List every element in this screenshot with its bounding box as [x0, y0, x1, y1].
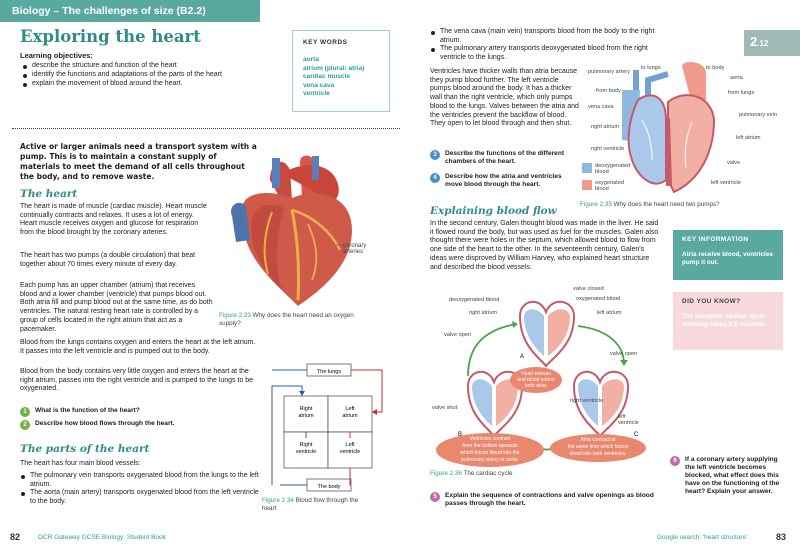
figure-label: Figure 2.34 — [262, 497, 294, 504]
caption-text: Why does the heart need an oxygen supply? — [219, 312, 354, 327]
label-valve-shut: valve shut — [432, 405, 458, 411]
label-ox-blood: oxygenated blood — [576, 296, 621, 302]
intro-text: Active or larger animals need a transport system with a pump. This is to maintain a constant supply of materials to meet the demand of all cells throughout the body, and to remove waste. — [20, 142, 257, 181]
label-deox-blood: deoxygenated blood — [449, 297, 500, 303]
question-text: If a coronary artery supplying the left ventricle becomes blocked, what effect does this have on the functioning of the heart? Explain your answer. — [685, 456, 780, 495]
vessel-list-continued — [430, 28, 662, 63]
svg-text:Heart relaxes: Heart relaxes — [521, 371, 551, 377]
vessel-item: The pulmonary artery transports deoxygenated blood from the right ventricle to the lungs. — [430, 45, 662, 62]
heart-para-5: Blood from the body contains very little oxygen and enters the heart at the right atrium, passes into the right ventricle and is pumped to the lungs to be oxygenated. — [20, 368, 254, 393]
svg-text:Left: Left — [345, 406, 355, 412]
label-right-ventricle: right ventricle — [570, 398, 604, 404]
ventricles-para: Ventricles have thicker walls than atria because they pump blood further. The left ventricle pumps blood around the body. It has a thicker wall than the right ventricle, which only pumps blood to the lungs. Valves between the atria and the ventricles prevent the backflow of blood. They open to let blood through and then shut. — [430, 68, 579, 128]
question-3 — [430, 150, 580, 166]
label-to-body: to body — [706, 65, 725, 71]
svg-text:Right: Right — [299, 442, 313, 448]
page-title: Exploring the heart — [20, 27, 201, 46]
question-text: Describe how the atria and ventricles move blood through the heart. — [445, 173, 562, 188]
book-title: OCR Gateway GCSE Biology: Student Book — [38, 534, 166, 541]
objectives-list — [22, 62, 282, 88]
objectives-heading: Learning objectives: — [20, 51, 93, 60]
label-left-ventricle: left ventricle — [711, 180, 741, 186]
svg-text:ventricle: ventricle — [295, 449, 317, 455]
svg-text:Atria contract at: Atria contract at — [580, 437, 616, 443]
question-4 — [430, 173, 580, 189]
svg-text:and blood enters: and blood enters — [517, 377, 555, 383]
did-you-know-box — [673, 292, 783, 350]
key-word: aorta — [303, 56, 319, 63]
svg-text:B: B — [458, 432, 463, 438]
figure-2-36-caption — [430, 470, 590, 478]
question-5 — [430, 492, 662, 508]
vessel-item: The aorta (main artery) transports oxygenated blood from the left ventricle to the body. — [20, 489, 260, 506]
vessel-list — [20, 472, 260, 507]
question-text: Describe the functions of the different chambers of the heart. — [445, 150, 565, 165]
question-number: 1 — [20, 407, 30, 417]
svg-text:which forces blood into the: which forces blood into the — [460, 450, 520, 456]
svg-text:A: A — [520, 354, 525, 360]
caption-text: Why does the heart need two pumps? — [613, 201, 720, 208]
key-word: ventricle — [303, 90, 330, 97]
divider — [12, 128, 400, 129]
blood-flow-para: In the second century, Galen thought blood was made in the liver. He said it flowed round the body, but was used as fuel for the muscles. Galen also thought there were holes in the septum, which allowed blood to flow from one side of the heart to the other. In the seventeenth century, Galen's ideas were disproved by William Harvey, who explained heart structure and described the blood vessels. — [430, 220, 659, 271]
did-you-know-title: DID YOU KNOW? — [682, 298, 741, 305]
question-number: 6 — [670, 456, 680, 466]
label-valve-closed: valve closed — [573, 286, 604, 292]
question-2 — [20, 420, 250, 430]
figure-2-33-caption — [219, 312, 377, 327]
key-words-title: KEY WORDS — [303, 39, 348, 46]
label-valve: valve — [727, 160, 741, 166]
heart-para-3: Each pump has an upper chamber (atrium) that receives blood and a lower chamber (ventricle) that pumps blood out. Both atria fill and pump blood out at the same time, as do both ventricles. The natural resting heart rate is controlled by a group of cells located in the right atrium that act as a pacemaker. — [20, 282, 213, 333]
figure-2-35-caption — [580, 201, 730, 209]
figure-label: Figure 2.35 — [580, 201, 612, 208]
svg-text:from the bottom upwards: from the bottom upwards — [462, 443, 518, 449]
label-valve-open-left: valve open — [444, 332, 472, 338]
label-left-atrium: left atrium — [736, 135, 761, 141]
objective-item: describe the structure and function of the heart — [22, 62, 282, 71]
question-number: 5 — [430, 492, 440, 502]
lungs-label: The lungs — [316, 369, 342, 375]
question-text: Describe how blood flows through the heart. — [35, 420, 175, 427]
key-information-text: Atria receive blood, ventricles pump it out. — [682, 251, 773, 266]
blood-flow-diagram — [262, 362, 392, 492]
label-right-atrium: right atrium — [591, 124, 619, 130]
question-1 — [20, 407, 250, 417]
key-words-box — [292, 30, 390, 112]
label-right-atrium: right atrium — [469, 310, 497, 316]
heart-para-2: The heart has two pumps (a double circulation) that beat together about 70 times every minute of every day. — [20, 252, 196, 268]
label-left-ventricle: left ventricle — [618, 414, 639, 427]
label-from-body: from body — [596, 88, 621, 94]
svg-text:atrium: atrium — [298, 413, 314, 419]
svg-text:Left: Left — [345, 442, 355, 448]
section-heading-blood-flow: Explaining blood flow — [430, 205, 557, 217]
heart-para-4: Blood from the lungs contains oxygen and enters the heart at the left atrium. It passes into the left ventricle and is pumped out to the body. — [20, 339, 256, 355]
key-word: vena cava — [303, 81, 335, 89]
svg-text:the same time which forces: the same time which forces — [567, 444, 629, 450]
svg-text:both atria.: both atria. — [524, 383, 548, 389]
svg-text:C: C — [634, 432, 639, 438]
label-aorta: aorta — [730, 75, 743, 81]
label-pulmonary-vein: pulmonary vein — [739, 112, 777, 118]
svg-text:pulmonary artery or aorta.: pulmonary artery or aorta. — [461, 457, 519, 463]
figure-2-34-caption — [262, 497, 372, 512]
figure-label: Figure 2.33 — [219, 312, 251, 319]
question-text: Explain the sequence of contractions and valve openings as blood passes through the heart. — [445, 492, 654, 507]
legend-deox: deoxygenated blood — [595, 163, 631, 176]
left-page-number: 82 — [10, 532, 21, 542]
vessel-item: The pulmonary vein transports oxygenated blood from the lungs to the left atrium. — [20, 472, 260, 489]
label-right-ventricle: right ventricle — [591, 146, 625, 152]
label-pulmonary-artery: pulmonary artery — [588, 69, 630, 75]
key-information-title: KEY INFORMATION — [682, 236, 749, 243]
question-number: 3 — [430, 150, 440, 160]
question-text: What is the function of the heart? — [35, 407, 140, 414]
section-heading-heart: The heart — [20, 188, 78, 200]
vessel-item: The vena cava (main vein) transports blood from the body to the right atrium. — [430, 28, 662, 45]
coronary-arteries-label: coronary arteries — [343, 243, 367, 256]
question-number: 2 — [20, 420, 30, 430]
objective-item: explain the movement of blood around the heart. — [22, 80, 282, 89]
label-from-lungs: from lungs — [728, 90, 755, 96]
did-you-know-text: The complete cardiac cycle normally takes 0.8 seconds. — [682, 313, 767, 328]
parts-intro: The heart has four main blood vessels: — [20, 460, 141, 467]
cardiac-cycle-diagram — [428, 286, 658, 468]
chapter-banner: Biology – The challenges of size (B2.2) — [0, 0, 260, 22]
section-tab: 2.12 — [744, 30, 800, 56]
section-heading-parts: The parts of the heart — [20, 443, 150, 455]
heart-para-1: The heart is made of muscle (cardiac muscle). Heart muscle continually contracts and relaxes. It uses a lot of energy. Heart muscle receives oxygen and glucose for respiration from the blood brought by the coronary arteries. — [20, 203, 207, 237]
caption-text: The cardiac cycle — [463, 470, 513, 477]
label-to-lungs: to lungs — [641, 65, 661, 71]
svg-text:ventricle: ventricle — [339, 449, 361, 455]
objective-item: identify the functions and adaptations of the parts of the heart — [22, 71, 282, 80]
svg-text:Ventricles contract: Ventricles contract — [469, 436, 511, 442]
svg-text:atrium: atrium — [342, 413, 358, 419]
label-left-atrium: left atrium — [597, 310, 622, 316]
key-word: cardiac muscle — [303, 73, 350, 80]
heart-illustration — [212, 150, 392, 310]
search-hint: Google search: 'heart structure' — [657, 534, 748, 541]
key-word: atrium (plural: atria) — [303, 64, 365, 72]
footer — [0, 527, 800, 552]
question-6 — [670, 456, 786, 496]
legend-ox: oxygenated blood — [595, 180, 624, 193]
svg-text:blood into both ventricles.: blood into both ventricles. — [569, 451, 627, 457]
svg-text:Right: Right — [299, 406, 313, 412]
right-page-number: 83 — [776, 532, 787, 542]
label-vena-cava: vena cava — [588, 104, 614, 110]
caption-text: Blood flow through the heart — [262, 497, 359, 512]
question-number: 4 — [430, 173, 440, 183]
label-valve-open-right: valve open — [610, 351, 638, 357]
key-information-box — [673, 230, 783, 280]
figure-label: Figure 2.36 — [430, 470, 462, 477]
body-label: The body — [317, 484, 341, 490]
